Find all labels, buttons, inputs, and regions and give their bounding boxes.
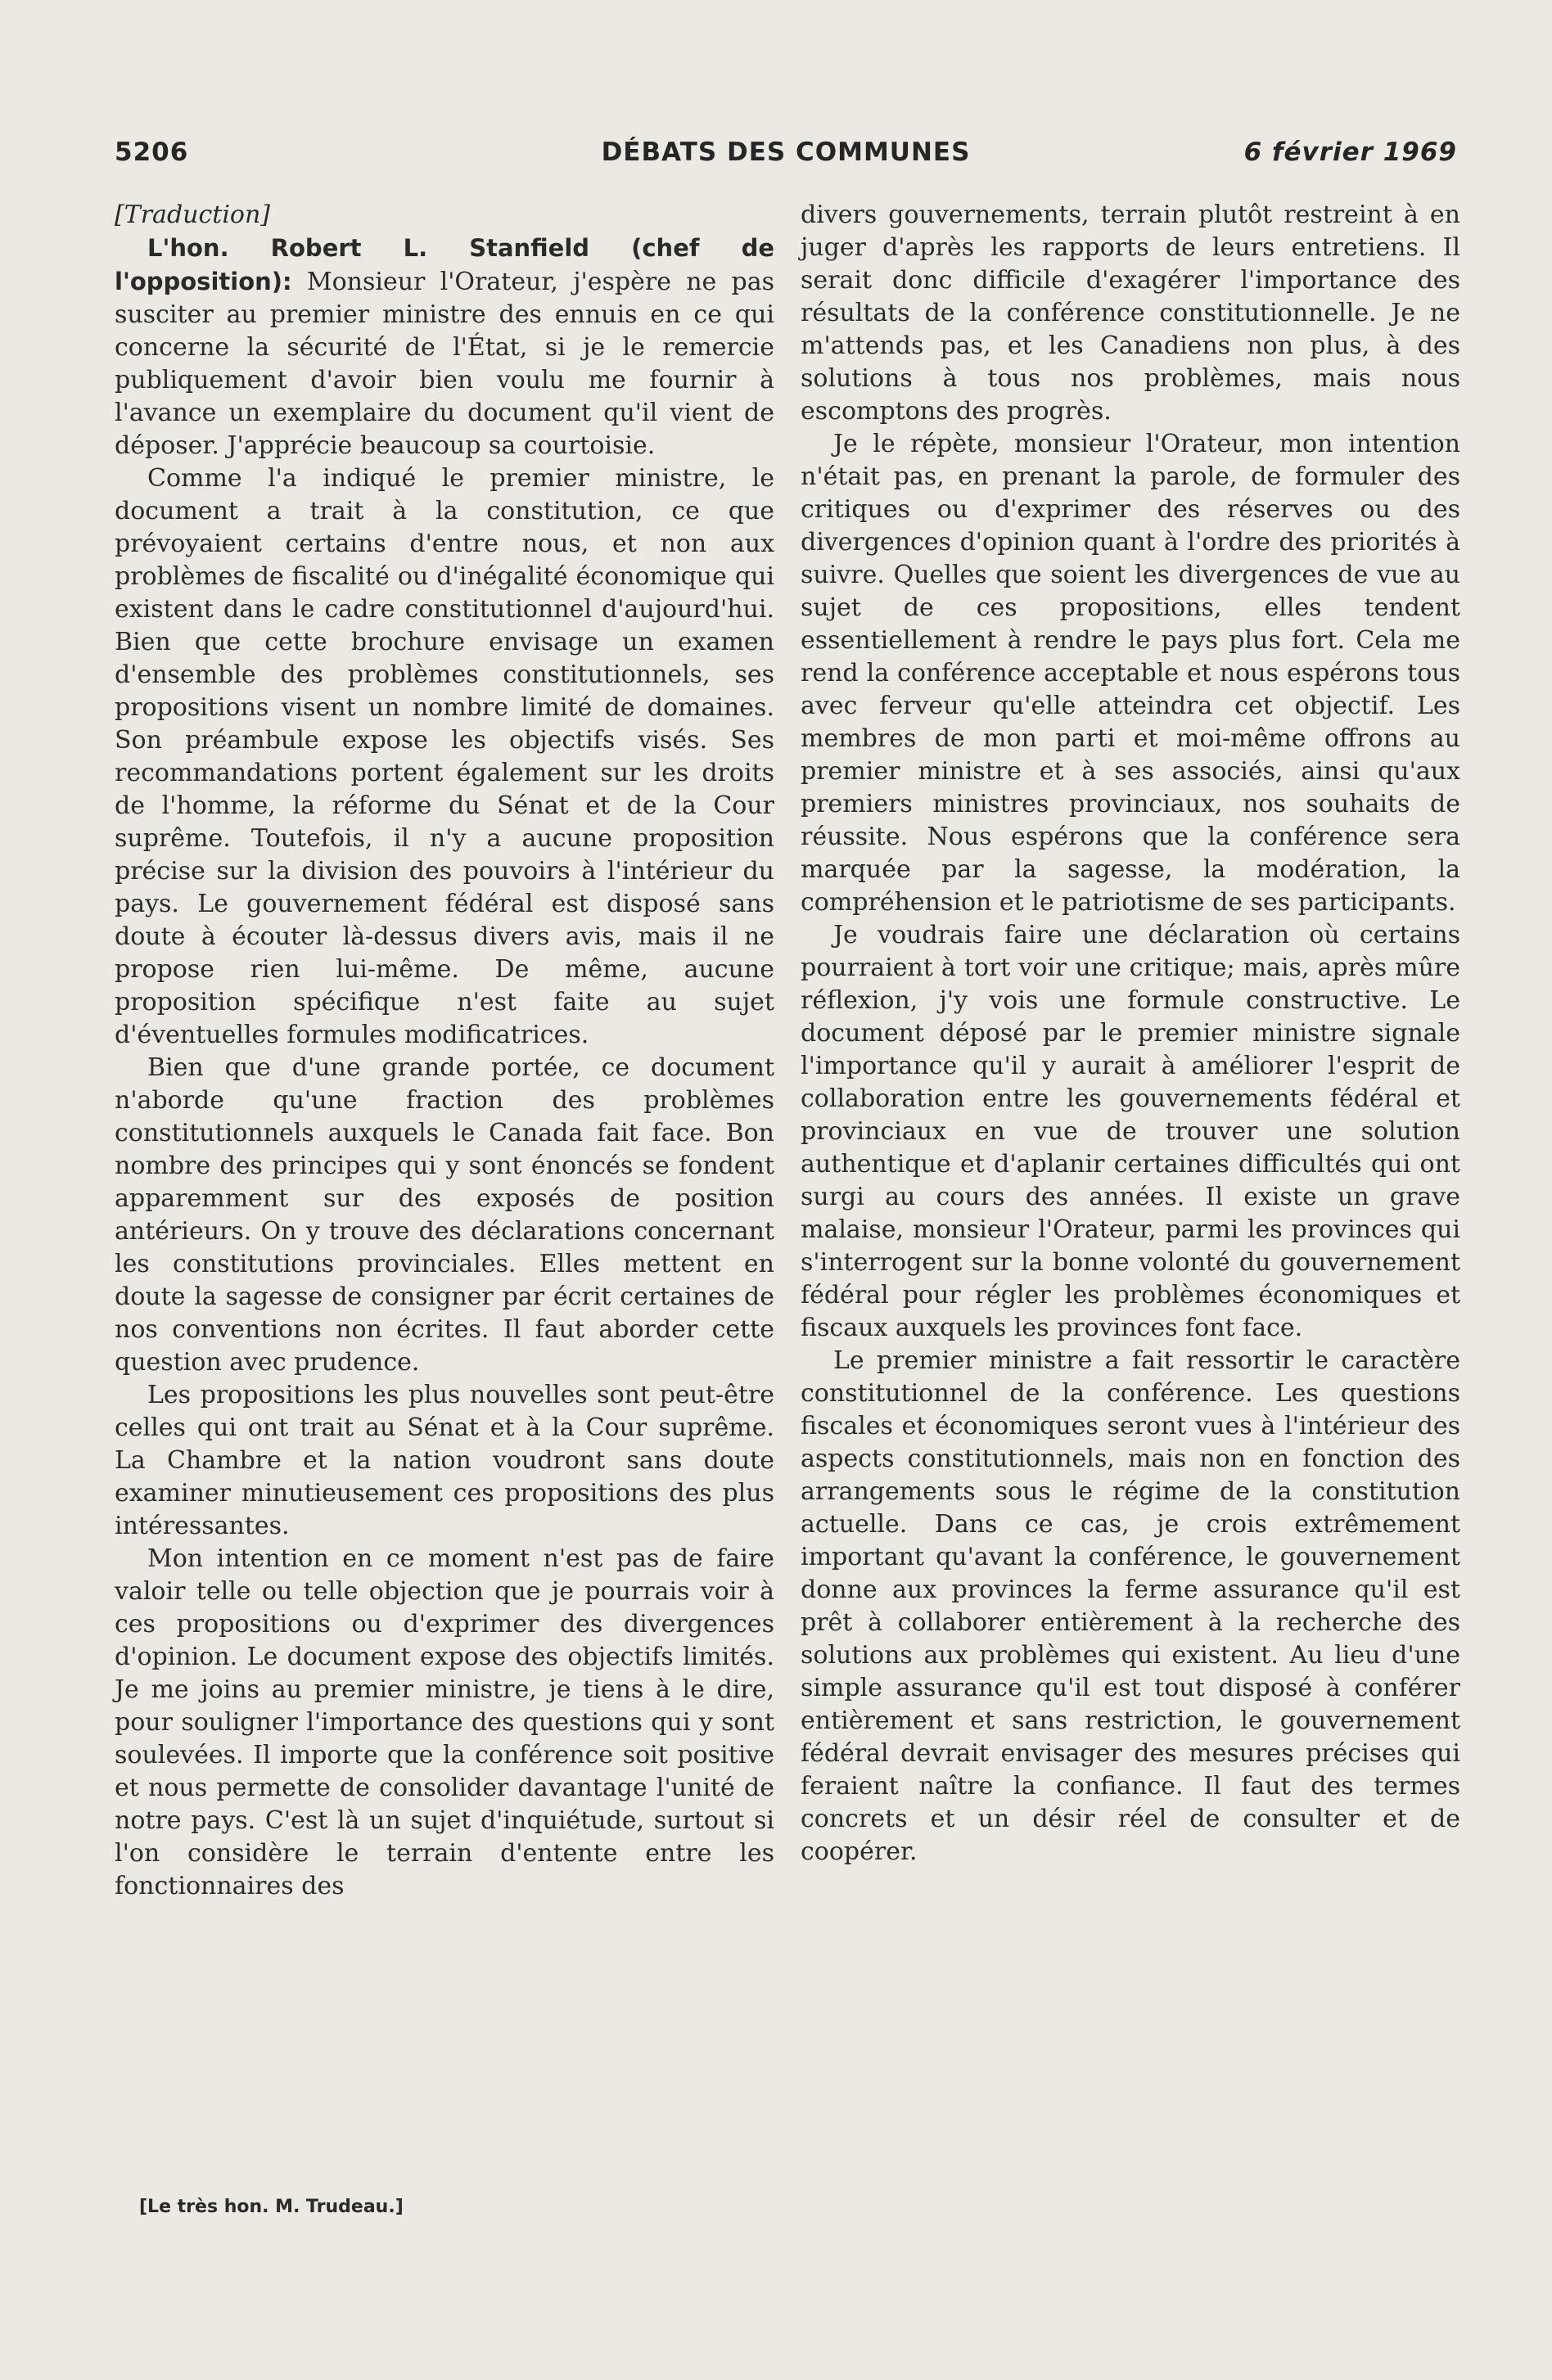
paragraph-9: Le premier ministre a fait ressortir le caractère constitutionnel de la conférence. Les questions fiscales et économiques seront vues à l'intérieur des aspects constitutionnels, mais non en fonction des arrangements sous le régime de la constitution actuelle. Dans ce cas, je crois extrêmement important qu'avant la conférence, le gouvernement donne aux provinces la ferme assurance qu'il est prêt à collaborer entièrement à la recherche des solutions aux problèmes qui existent. Au lieu d'une simple assurance qu'il est tout disposé à conférer entièrement et sans restriction, le gouvernement fédéral devrait envisager des mesures précises qui feraient naître la confiance. Il faut des termes concrets et un désir réel de consulter et de coopérer. (801, 1346, 1460, 1866)
page-date: 6 février 1969 (1243, 137, 1457, 167)
page-title: DÉBATS DES COMMUNES (601, 137, 971, 167)
paragraph-2: Comme l'a indiqué le premier ministre, le document a trait à la constitution, ce que prévoyaient certains d'entre nous, et non aux problèmes de fiscalité ou d'inégalité économique qui existent dans le cadre constitutionnel d'aujourd'hui. Bien que cette brochure envisage un examen d'ensemble des problèmes constitutionnels, ses propositions visent un nombre limité de domaines. Son préambule expose les objectifs visés. Ses recommandations portent également sur les droits de l'homme, la réforme du Sénat et de la Cour suprême. Toutefois, il n'y a aucune proposition précise sur la division des pouvoirs à l'intérieur du pays. Le gouvernement fédéral est disposé sans doute à écouter là-dessus divers avis, mais il ne propose rien lui-même. De même, aucune proposition spécifique n'est faite au sujet d'éventuelles formules modificatrices. (115, 464, 774, 1049)
paragraph-7: Je le répète, monsieur l'Orateur, mon intention n'était pas, en prenant la parole, de formuler des critiques ou d'exprimer des réserves ou des divergences d'opinion quant à l'ordre des priorités à suivre. Quelles que soient les divergences de vue au sujet de ces propositions, elles tendent essentiellement à rendre le pays plus fort. Cela me rend la conférence acceptable et nous espérons tous avec ferveur qu'elle atteindra cet objectif. Les membres de mon parti et moi-même offrons au premier ministre et à ses associés, ainsi qu'aux premiers ministres provinciaux, nos souhaits de réussite. Nous espérons que la conférence sera marquée par la sagesse, la modération, la compréhension et le patriotisme de ses participants. (801, 430, 1460, 917)
speaker-reference-footer: [Le très hon. M. Trudeau.] (139, 2197, 404, 2217)
page-number: 5206 (115, 137, 189, 167)
speaker-name: L'hon. Robert L. Stanfield (chef de l'opposition): (115, 234, 774, 295)
page-header (115, 137, 1457, 180)
right-column (801, 199, 1460, 1868)
paragraph-5: Mon intention en ce moment n'est pas de faire valoir telle ou telle objection que je pourrais voir à ces propositions ou d'exprimer des divergences d'opinion. Le document expose des objectifs limités. Je me joins au premier ministre, je tiens à le dire, pour souligner l'importance des questions qui y sont soulevées. Il importe que la conférence soit positive et nous permette de consolider davantage l'unité de notre pays. C'est là un sujet d'inquiétude, surtout si l'on considère le terrain d'entente entre les fonctionnaires des (115, 1544, 774, 1900)
paragraph-6: divers gouvernements, terrain plutôt restreint à en juger d'après les rapports de leurs entretiens. Il serait donc difficile d'exagérer l'importance des résultats de la conférence constitutionnelle. Je ne m'attends pas, et les Canadiens non plus, à des solutions à tous nos problèmes, mais nous escomptons des progrès. (801, 201, 1460, 426)
paragraph-8: Je voudrais faire une déclaration où certains pourraient à tort voir une critique; mais, après mûre réflexion, j'y vois une formule constructive. Le document déposé par le premier ministre signale l'importance qu'il y aurait à améliorer l'esprit de collaboration entre les gouvernements fédéral et provinciaux en vue de trouver une solution authentique et d'aplanir certaines difficultés qui ont surgi au cours des années. Il existe un grave malaise, monsieur l'Orateur, parmi les provinces qui s'interrogent sur la bonne volonté du gouvernement fédéral pour régler les problèmes économiques et fiscaux auxquels les provinces font face. (801, 921, 1460, 1342)
left-column (115, 199, 774, 1903)
paragraph-1 (115, 232, 774, 462)
paragraph-1-text: Monsieur l'Orateur, j'espère ne pas susciter au premier ministre des ennuis en ce qui concerne la sécurité de l'État, si je le remercie publiquement d'avoir bien voulu me fournir à l'avance un exemplaire du document qu'il vient de déposer. J'apprécie beaucoup sa courtoisie. (115, 268, 774, 460)
translation-tag: [Traduction] (115, 201, 271, 229)
paragraph-3: Bien que d'une grande portée, ce document n'aborde qu'une fraction des problèmes constitutionnels auxquels le Canada fait face. Bon nombre des principes qui y sont énoncés se fondent apparemment sur des exposés de position antérieurs. On y trouve des déclarations concernant les constitutions provinciales. Elles mettent en doute la sagesse de consigner par écrit certaines de nos conventions non écrites. Il faut aborder cette question avec prudence. (115, 1053, 774, 1377)
paragraph-4: Les propositions les plus nouvelles sont peut-être celles qui ont trait au Sénat et à la Cour suprême. La Chambre et la nation voudront sans doute examiner minutieusement ces propositions des plus intéressantes. (115, 1381, 774, 1540)
